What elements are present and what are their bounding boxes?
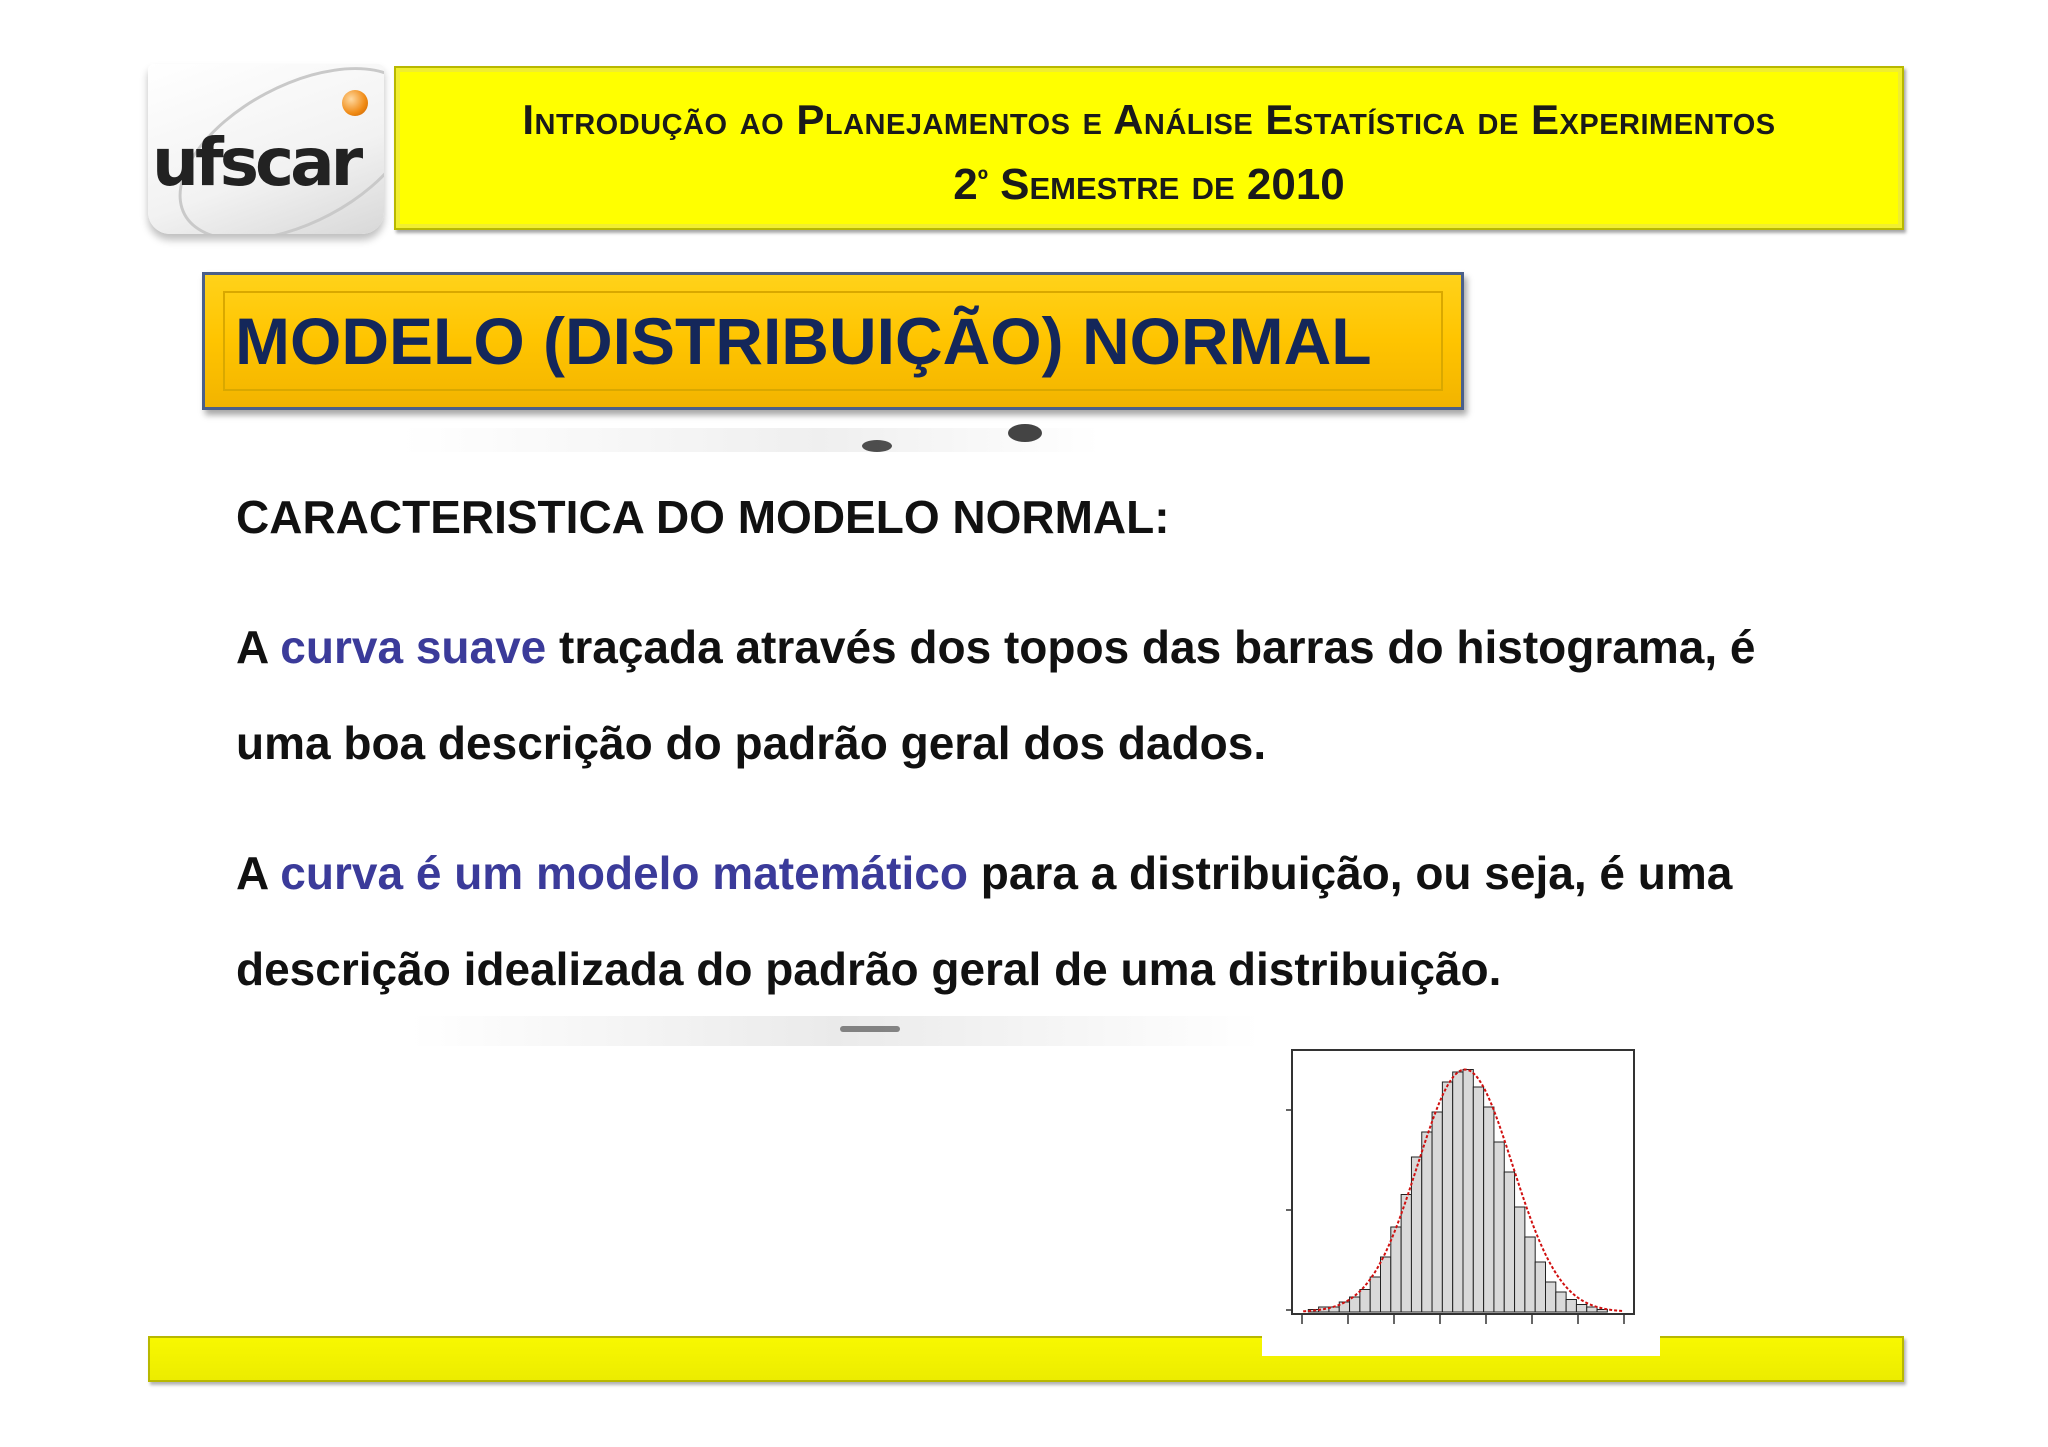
p2-rest: para a distribuição, ou seja, é uma	[967, 847, 1733, 899]
p2-highlight: curva é um modelo matemático	[280, 847, 968, 899]
content-heading: CARACTERISTICA DO MODELO NORMAL:	[236, 491, 1170, 543]
histogram-bar	[1360, 1290, 1370, 1313]
histogram-bar	[1566, 1300, 1576, 1313]
logo-orange-dot	[342, 90, 368, 116]
slide-title: MODELO (DISTRIBUIÇÃO) NORMAL	[235, 304, 1372, 378]
histogram-bar	[1556, 1292, 1566, 1312]
background-mark	[840, 1026, 900, 1032]
histogram-bar	[1484, 1107, 1494, 1312]
histogram-bar	[1504, 1172, 1514, 1312]
histogram-bar	[1546, 1282, 1556, 1312]
histogram-bar	[1463, 1070, 1473, 1313]
paragraph-2-line-2: descrição idealizada do padrão geral de uma distribuição.	[236, 943, 1502, 995]
course-header	[394, 66, 1904, 230]
histogram-bar	[1453, 1072, 1463, 1312]
histogram-bar	[1587, 1307, 1597, 1312]
background-artifact	[400, 428, 1100, 452]
histogram-bar	[1350, 1297, 1360, 1312]
semester-text: Semestre de 2010	[987, 160, 1345, 209]
course-title: Introdução ao Planejamentos e Análise Estatística de Experimentos	[522, 96, 1776, 143]
histogram-bar	[1391, 1227, 1401, 1312]
histogram-bar	[1370, 1277, 1380, 1312]
histogram-bar	[1432, 1112, 1442, 1312]
background-dot	[1008, 424, 1042, 442]
histogram-figure	[1262, 1040, 1660, 1356]
p1-prefix: A	[236, 621, 281, 673]
paragraph-1-line-1	[236, 620, 1836, 674]
histogram-bar	[1576, 1305, 1586, 1313]
background-dot	[862, 440, 892, 452]
histogram-bar	[1442, 1082, 1452, 1312]
semester-ordinal: º	[977, 164, 988, 195]
histogram-chart	[1262, 1040, 1660, 1356]
histogram-bar	[1473, 1087, 1483, 1312]
slide-title-box	[202, 272, 1464, 410]
histogram-bar	[1494, 1142, 1504, 1312]
histogram-bar	[1525, 1237, 1535, 1312]
semester-label	[396, 160, 1902, 210]
logo-text: ufscar	[152, 124, 360, 201]
background-artifact	[410, 1016, 1260, 1046]
paragraph-2-line-1	[236, 846, 1836, 900]
semester-number: 2	[953, 160, 978, 209]
ufscar-logo	[148, 64, 384, 234]
histogram-bar	[1422, 1132, 1432, 1312]
p1-rest: traçada através dos topos das barras do histograma, é	[546, 621, 1756, 673]
p2-prefix: A	[236, 847, 281, 899]
histogram-bar	[1381, 1257, 1391, 1312]
histogram-bar	[1515, 1207, 1525, 1312]
paragraph-1-line-2: uma boa descrição do padrão geral dos dados.	[236, 717, 1267, 769]
p1-highlight: curva suave	[280, 621, 547, 673]
histogram-bar	[1535, 1262, 1545, 1312]
